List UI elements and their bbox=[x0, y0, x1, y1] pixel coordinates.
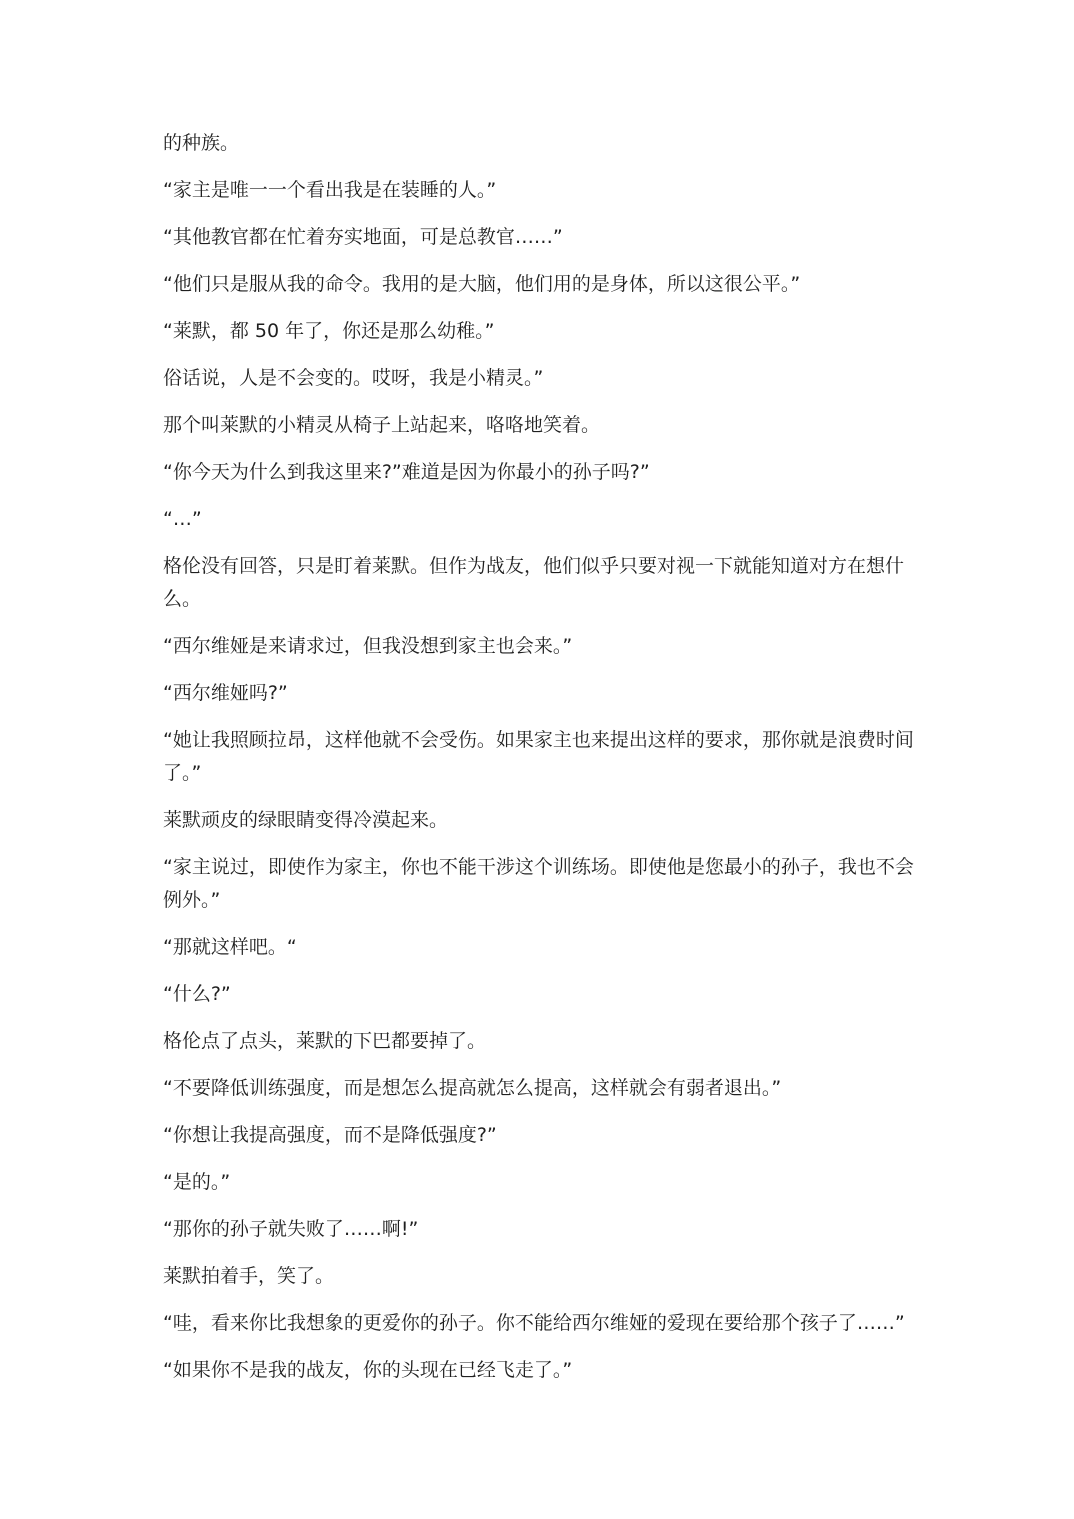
paragraph: “其他教官都在忙着夯实地面，可是总教官……” bbox=[163, 226, 563, 248]
paragraph: “家主是唯一一个看出我是在装睡的人。” bbox=[163, 179, 497, 201]
paragraph: “那你的孙子就失败了……啊!” bbox=[163, 1218, 419, 1240]
paragraph: “你今天为什么到我这里来?”难道是因为你最小的孙子吗?” bbox=[163, 461, 650, 483]
paragraph: “莱默，都 50 年了，你还是那么幼稚。” bbox=[163, 320, 495, 342]
paragraph: “家主说过，即使作为家主，你也不能干涉这个训练场。即使他是您最小的孙子，我也不会例外。” bbox=[163, 856, 914, 911]
paragraph: “不要降低训练强度，而是想怎么提高就怎么提高，这样就会有弱者退出。” bbox=[163, 1077, 782, 1099]
paragraph: 格伦点了点头，莱默的下巴都要掉了。 bbox=[163, 1030, 487, 1052]
paragraph: “…” bbox=[163, 508, 202, 530]
paragraph: 莱默拍着手，笑了。 bbox=[163, 1265, 335, 1287]
paragraph: “你想让我提高强度，而不是降低强度?” bbox=[163, 1124, 497, 1146]
paragraph: 格伦没有回答，只是盯着莱默。但作为战友，他们似乎只要对视一下就能知道对方在想什么。 bbox=[163, 555, 905, 610]
paragraph: “是的。” bbox=[163, 1171, 231, 1193]
paragraph: “如果你不是我的战友，你的头现在已经飞走了。” bbox=[163, 1359, 573, 1381]
paragraph: “那就这样吧。“ bbox=[163, 936, 297, 958]
paragraph: 俗话说，人是不会变的。哎呀，我是小精灵。” bbox=[163, 367, 544, 389]
paragraph: “她让我照顾拉昂，这样他就不会受伤。如果家主也来提出这样的要求，那你就是浪费时间了。” bbox=[163, 729, 914, 784]
paragraph: 莱默顽皮的绿眼睛变得冷漠起来。 bbox=[163, 809, 449, 831]
paragraph: “什么?” bbox=[163, 983, 231, 1005]
paragraph: “他们只是服从我的命令。我用的是大脑，他们用的是身体，所以这很公平。” bbox=[163, 273, 801, 295]
paragraph: 那个叫莱默的小精灵从椅子上站起来，咯咯地笑着。 bbox=[163, 414, 601, 436]
paragraph: “西尔维娅是来请求过，但我没想到家主也会来。” bbox=[163, 635, 573, 657]
document-page bbox=[163, 127, 923, 1401]
paragraph: “哇，看来你比我想象的更爱你的孙子。你不能给西尔维娅的爱现在要给那个孩子了……” bbox=[163, 1312, 905, 1334]
paragraph: “西尔维娅吗?” bbox=[163, 682, 288, 704]
paragraph: 的种族。 bbox=[163, 132, 240, 154]
